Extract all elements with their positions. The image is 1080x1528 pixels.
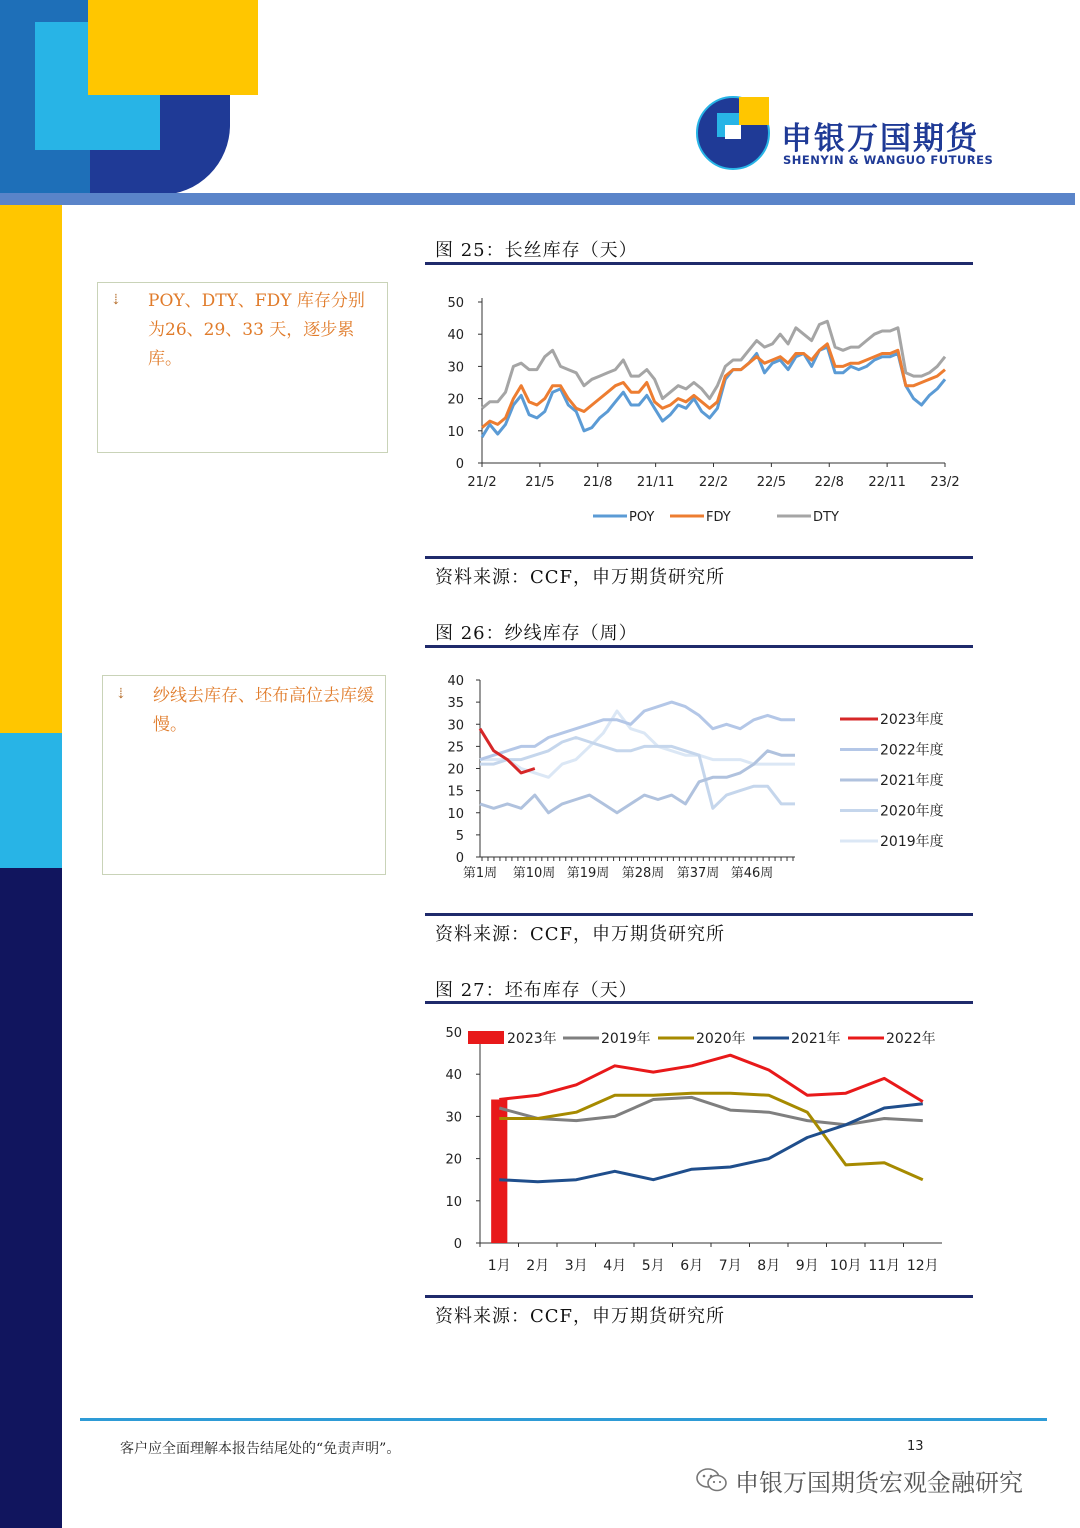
chart-filament-inventory [425, 280, 973, 550]
logo-cn: 申银万国期货 [781, 121, 979, 157]
figure-rule-bottom-25 [425, 556, 973, 559]
series-line [480, 738, 795, 809]
legend-label: 2019年度 [880, 834, 944, 850]
x-tick-label: 第46周 [730, 866, 774, 881]
x-tick-label: 21/2 [467, 475, 497, 490]
x-tick-label: 5月 [641, 1258, 665, 1274]
x-tick-label: 2月 [526, 1258, 550, 1274]
callout-text-1: POY、DTY、FDY 库存分别为26、29、33 天，逐步累库。 [148, 291, 365, 369]
logo-en: SHENYIN & WANGUO FUTURES [783, 153, 994, 167]
watermark [695, 1462, 1023, 1498]
x-tick-label: 23/2 [930, 475, 960, 490]
x-tick-label: 22/8 [814, 475, 844, 490]
x-tick-label: 第19周 [566, 866, 610, 881]
page-number: 13 [907, 1439, 924, 1454]
x-tick-label: 11月 [868, 1258, 901, 1274]
x-tick-label: 3月 [564, 1258, 588, 1274]
logo-mark-icon [695, 95, 775, 175]
footer-rule [80, 1418, 1047, 1421]
y-tick-label: 0 [453, 1237, 462, 1252]
callout-box-1 [97, 282, 388, 453]
figure-title-27: 图 27：坯布库存（天） [435, 980, 638, 1001]
y-tick-label: 40 [447, 328, 464, 344]
legend-swatch-bar [468, 1031, 504, 1044]
y-tick-label: 10 [445, 1194, 462, 1210]
x-tick-label: 7月 [718, 1258, 742, 1274]
x-tick-label: 第28周 [621, 866, 665, 881]
legend-label: 2021年 [791, 1031, 841, 1047]
bar-2023 [491, 1100, 507, 1243]
figure-source-26: 资料来源：CCF，申万期货研究所 [435, 924, 726, 945]
company-logo [695, 95, 995, 175]
figure-rule-bottom-26 [425, 913, 973, 916]
legend-label: 2021年度 [880, 773, 944, 789]
legend-label: 2023年度 [880, 712, 944, 728]
y-tick-label: 0 [455, 457, 464, 472]
figure-title-26: 图 26：纱线库存（周） [435, 623, 638, 644]
legend-label: 2023年 [507, 1031, 557, 1047]
y-tick-label: 20 [445, 1152, 462, 1168]
wechat-icon [695, 1466, 729, 1494]
y-tick-label: 30 [447, 360, 464, 376]
arrow-bullet-icon: ⇣ [110, 292, 122, 308]
y-tick-label: 50 [447, 296, 464, 311]
x-tick-label: 21/8 [583, 475, 613, 490]
x-tick-label: 第10周 [512, 866, 556, 881]
y-tick-label: 30 [447, 718, 464, 734]
y-tick-label: 10 [447, 806, 464, 822]
header-band [0, 193, 1075, 205]
x-tick-label: 9月 [795, 1258, 819, 1274]
figure-rule-top-27 [425, 1001, 973, 1004]
x-tick-label: 21/11 [636, 475, 675, 490]
footer-disclaimer: 客户应全面理解本报告结尾处的“免责声明”。 [120, 1441, 401, 1457]
x-tick-label: 22/5 [756, 475, 786, 490]
legend-label: 2022年度 [880, 742, 944, 759]
y-tick-label: 40 [445, 1068, 462, 1084]
y-tick-label: 15 [447, 784, 464, 800]
y-tick-label: 10 [447, 424, 464, 440]
arrow-bullet-icon: ⇣ [115, 686, 127, 702]
legend-label: 2020年 [696, 1031, 746, 1047]
y-tick-label: 5 [455, 828, 464, 844]
x-tick-label: 22/11 [868, 475, 906, 490]
watermark-text: 申银万国期货宏观金融研究 [735, 1468, 1023, 1497]
y-tick-label: 20 [447, 392, 464, 408]
x-tick-label: 4月 [603, 1258, 627, 1274]
y-tick-label: 0 [455, 851, 464, 866]
header-decor [0, 0, 260, 195]
legend-label: 2020年度 [880, 803, 944, 820]
figure-rule-top-26 [425, 645, 973, 648]
callout-box-2 [102, 675, 386, 875]
callout-text-2: 纱线去库存、坯布高位去库缓慢。 [153, 686, 374, 735]
y-tick-label: 25 [447, 740, 464, 756]
y-tick-label: 30 [445, 1110, 462, 1126]
chart-yarn-inventory [425, 665, 973, 895]
series-line [499, 1097, 923, 1124]
legend-label: FDY [706, 510, 731, 525]
figure-rule-top-25 [425, 262, 973, 265]
series-line [480, 751, 795, 813]
x-tick-label: 21/5 [525, 475, 555, 490]
x-tick-label: 22/2 [698, 475, 729, 490]
figure-source-25: 资料来源：CCF，申万期货研究所 [435, 567, 726, 588]
x-tick-label: 第37周 [676, 866, 720, 881]
legend-label: 2019年 [601, 1031, 651, 1047]
figure-rule-bottom-27 [425, 1295, 973, 1298]
y-tick-label: 35 [447, 696, 464, 712]
legend-label: DTY [813, 510, 839, 525]
x-tick-label: 6月 [680, 1258, 704, 1274]
figure-source-27: 资料来源：CCF，申万期货研究所 [435, 1306, 726, 1327]
legend-label: POY [629, 510, 655, 525]
x-tick-label: 第1周 [462, 866, 498, 881]
y-tick-label: 40 [447, 674, 464, 689]
x-tick-label: 10月 [829, 1258, 862, 1274]
chart-greige-inventory [425, 1015, 973, 1285]
x-tick-label: 12月 [906, 1258, 939, 1274]
x-tick-label: 8月 [757, 1258, 781, 1274]
figure-title-25: 图 25：长丝库存（天） [435, 240, 638, 261]
x-tick-label: 1月 [487, 1258, 511, 1274]
left-stripe [0, 205, 62, 1528]
legend-label: 2022年 [886, 1031, 936, 1047]
y-tick-label: 50 [445, 1026, 462, 1041]
y-tick-label: 20 [447, 762, 464, 778]
